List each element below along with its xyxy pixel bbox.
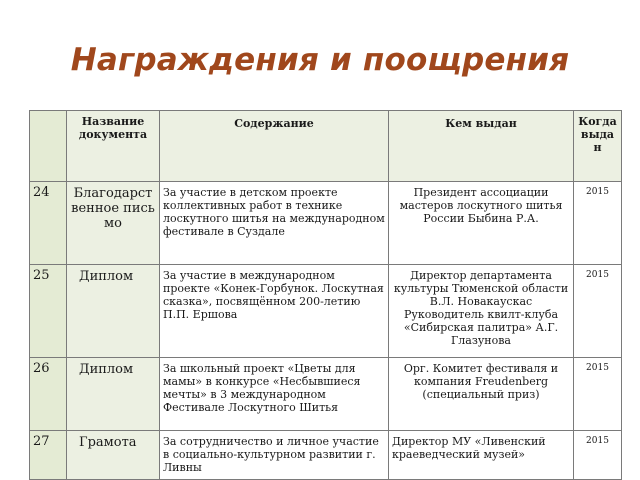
awards-table: [29, 110, 622, 480]
award-year: 2015: [574, 431, 622, 480]
award-issuer: Президент ассоциации мастеров лоскутного шитья России Быбина Р.А.: [389, 182, 574, 265]
award-issuer: Орг. Комитет фестиваля и компания Freudenberg (специальный приз): [389, 358, 574, 431]
table-row: [30, 265, 622, 358]
award-issuer: Директор департамента культуры Тюменской области В.Л. Новакаускас Руководитель квилт-клуба «Сибирская палитра» А.Г. Глазунова: [389, 265, 574, 358]
document-type: Диплом: [67, 265, 160, 358]
document-type: Грамота: [67, 431, 160, 480]
document-type: Диплом: [67, 358, 160, 431]
table-row: [30, 358, 622, 431]
header-content: Содержание: [160, 111, 389, 182]
award-issuer: Директор МУ «Ливенский краеведческий музей»: [389, 431, 574, 480]
award-year: 2015: [574, 182, 622, 265]
row-number: 27: [30, 431, 67, 480]
award-year: 2015: [574, 358, 622, 431]
table-row: [30, 431, 622, 480]
row-number: 25: [30, 265, 67, 358]
table-row: [30, 182, 622, 265]
award-content: За сотрудничество и личное участие в социально-культурном развитии г. Ливны: [160, 431, 389, 480]
award-year: 2015: [574, 265, 622, 358]
award-content: За участие в международном проекте «Конек-Горбунок. Лоскутная сказка», посвящённом 200-летию П.П. Ершова: [160, 265, 389, 358]
table-header-row: [30, 111, 622, 182]
page-title: Награждения и поощрения: [70, 42, 570, 78]
header-corner-cell: [30, 111, 67, 182]
award-content: За школьный проект «Цветы для мамы» в конкурсе «Несбывшиеся мечты» в 3 международном Фестивале Лоскутного Шитья: [160, 358, 389, 431]
document-type: Благодарственное письмо: [67, 182, 160, 265]
award-content: За участие в детском проекте коллективных работ в технике лоскутного шитья на международном фестивале в Суздале: [160, 182, 389, 265]
header-issued-by: Кем выдан: [389, 111, 574, 182]
header-issued-when: Когда выдан: [574, 111, 622, 182]
row-number: 26: [30, 358, 67, 431]
header-document-name: Название документа: [67, 111, 160, 182]
row-number: 24: [30, 182, 67, 265]
